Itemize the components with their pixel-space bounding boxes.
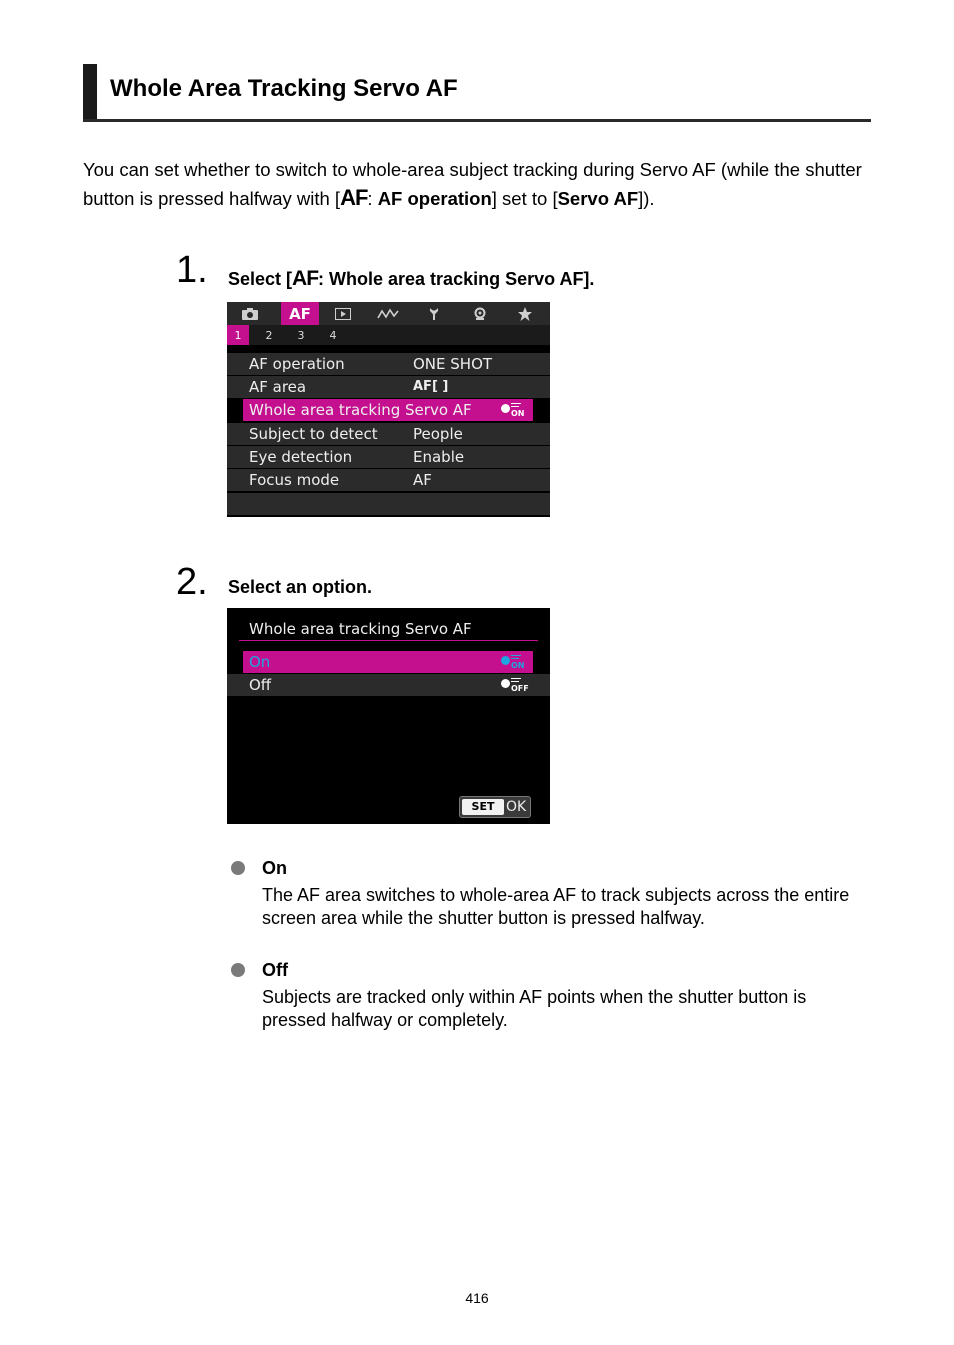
bullet-off xyxy=(231,963,245,977)
option-on-title: On xyxy=(262,858,287,878)
section-title: Whole Area Tracking Servo AF xyxy=(110,75,458,102)
tracking-off-icon: OFF xyxy=(501,677,523,693)
section-header-bar xyxy=(83,64,97,121)
menu-row-focus-mode[interactable]: Focus mode AF xyxy=(227,469,550,491)
subtab-3[interactable]: 3 xyxy=(297,328,305,342)
subtab-1[interactable]: 1 xyxy=(227,325,249,345)
menu-row-whole-area-tracking[interactable]: Whole area tracking Servo AF ON xyxy=(227,399,550,421)
camera-option-screen xyxy=(227,608,550,824)
option-off-title: Off xyxy=(262,960,288,980)
wrench-icon[interactable] xyxy=(419,302,449,325)
menu-row-af-operation[interactable]: AF operation ONE SHOT xyxy=(227,353,550,375)
af-area-icon: AF[ ] xyxy=(413,379,449,394)
menu-row-subject-to-detect[interactable]: Subject to detect People xyxy=(227,423,550,445)
step-2-label: Select an option. xyxy=(228,577,373,597)
option-screen-title: Whole area tracking Servo AF xyxy=(249,620,472,638)
af-symbol: AF xyxy=(340,185,368,210)
wireless-icon[interactable] xyxy=(374,302,402,325)
step-2-number: 2. xyxy=(176,561,208,603)
intro-paragraph: You can set whether to switch to whole-area subject tracking during Servo AF (while the shutter button is pressed halfway with [AF: AF operation] set to [Servo AF]). xyxy=(83,159,862,210)
ok-label: OK xyxy=(506,799,527,815)
option-row-on[interactable]: On ON xyxy=(227,651,550,673)
menu-tab-bar xyxy=(227,302,550,325)
star-icon[interactable] xyxy=(510,302,540,325)
playback-icon[interactable] xyxy=(328,302,358,325)
af-tab[interactable]: AF xyxy=(281,302,319,325)
step-1-label: Select [AF: Whole area tracking Servo AF]. xyxy=(228,267,595,290)
section-rule xyxy=(83,119,871,122)
menu-row-af-area[interactable]: AF area AF[ ] xyxy=(227,376,550,398)
camera-icon[interactable] xyxy=(235,302,265,325)
title-divider xyxy=(239,640,538,641)
custom-functions-icon[interactable] xyxy=(465,302,495,325)
option-off-description: Subjects are tracked only within AF points when the shutter button is pressed halfway or completely. xyxy=(262,987,807,1030)
menu-row-eye-detection[interactable]: Eye detection Enable xyxy=(227,446,550,468)
option-row-off[interactable]: Off OFF xyxy=(227,674,550,696)
subtab-2[interactable]: 2 xyxy=(265,328,273,342)
step-1-number: 1. xyxy=(176,249,208,291)
menu-subtab-bar xyxy=(227,325,550,345)
bullet-on xyxy=(231,861,245,875)
tracking-on-icon: ON xyxy=(501,654,523,670)
set-label: SET xyxy=(462,799,504,815)
set-ok-button[interactable] xyxy=(459,796,531,818)
camera-menu-screen-af xyxy=(227,302,550,517)
af-symbol: AF xyxy=(292,267,319,290)
tracking-on-icon: ON xyxy=(501,402,523,418)
page-number: 416 xyxy=(465,1290,489,1306)
subtab-4[interactable]: 4 xyxy=(329,328,337,342)
option-on-description: The AF area switches to whole-area AF to track subjects across the entire screen area while the shutter button is pressed halfway. xyxy=(262,885,850,928)
menu-row-empty xyxy=(227,493,550,515)
